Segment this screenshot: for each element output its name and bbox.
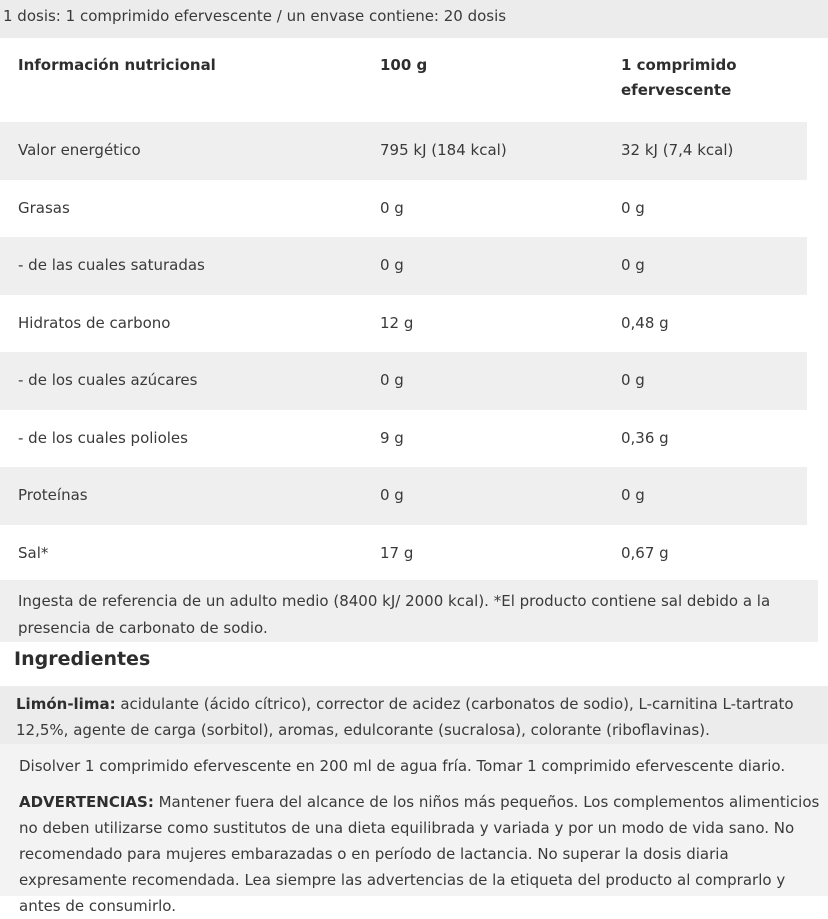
warnings-text <box>19 789 828 919</box>
nutrient-name: - de los cuales azúcares <box>18 371 198 389</box>
table-row <box>0 180 807 238</box>
ingredients-flavor-label: Limón-lima: <box>16 695 116 713</box>
table-row <box>0 122 807 180</box>
ingredients-text <box>16 691 828 743</box>
table-row <box>0 237 807 295</box>
value-per-100g: 0 g <box>380 371 404 389</box>
ingredients-box <box>0 686 828 744</box>
value-per-100g: 0 g <box>380 486 404 504</box>
nutrient-name: Grasas <box>18 198 70 217</box>
value-per-100g: 17 g <box>380 543 414 562</box>
nutrient-name: Hidratos de carbono <box>18 313 171 332</box>
reference-intake-note: Ingesta de referencia de un adulto medio (8400 kJ/ 2000 kcal). *El producto contiene sal debido a la presencia de carbonato de sodio. <box>18 592 771 637</box>
nutrient-name: Valor energético <box>18 141 141 159</box>
value-per-100g: 0 g <box>380 198 404 217</box>
nutrient-name: - de las cuales saturadas <box>18 256 205 274</box>
serving-size-text: 1 dosis: 1 comprimido efervescente / un envase contiene: 20 dosis <box>0 0 828 38</box>
value-per-tablet: 0 g <box>621 371 645 389</box>
value-per-tablet: 0 g <box>621 198 645 217</box>
table-row <box>0 295 807 353</box>
nutrient-name: - de los cuales polioles <box>18 428 188 447</box>
value-per-tablet: 0 g <box>621 256 645 274</box>
header-per-100g: 100 g <box>380 56 428 74</box>
nutrition-table <box>0 38 807 582</box>
value-per-100g: 0 g <box>380 256 404 274</box>
value-per-tablet: 32 kJ (7,4 kcal) <box>621 141 734 159</box>
nutrient-name: Sal* <box>18 543 49 562</box>
warnings-body: Mantener fuera del alcance de los niños más pequeños. Los complementos alimenticios no deben utilizarse como sustitutos de una dieta equilibrada y variada y por un modo de vida sano. No recomendado para mujeres embarazadas o en período de lactancia. No superar la dosis diaria expresamente recomendada. Lea siempre las advertencias de la etiqueta del producto al comprarlo y antes de consumirlo. <box>19 793 820 915</box>
warnings-label: ADVERTENCIAS: <box>19 793 154 811</box>
value-per-100g: 12 g <box>380 313 414 332</box>
value-per-tablet: 0,36 g <box>621 428 669 447</box>
table-row <box>0 410 807 468</box>
table-row <box>0 467 807 525</box>
value-per-100g: 9 g <box>380 428 404 447</box>
directions-text: Disolver 1 comprimido efervescente en 200 ml de agua fría. Tomar 1 comprimido efervescente diario. <box>19 757 786 775</box>
nutrient-name: Proteínas <box>18 486 88 504</box>
ingredients-heading: Ingredientes <box>14 648 151 670</box>
header-per-tablet: 1 comprimido efervescente <box>621 56 737 99</box>
usage-box <box>0 744 828 915</box>
reference-intake-note-box <box>0 580 818 642</box>
value-per-100g: 795 kJ (184 kcal) <box>380 141 507 159</box>
header-nutrition-info: Información nutricional <box>18 56 216 74</box>
table-row <box>0 525 807 583</box>
value-per-tablet: 0,67 g <box>621 543 669 562</box>
value-per-tablet: 0,48 g <box>621 313 669 332</box>
table-row <box>0 352 807 410</box>
table-header-row <box>0 38 807 122</box>
ingredients-list: acidulante (ácido cítrico), corrector de acidez (carbonatos de sodio), L-carnitina L-tartrato 12,5%, agente de carga (sorbitol), aromas, edulcorante (sucralosa), colorante (riboflavinas). <box>16 695 794 739</box>
value-per-tablet: 0 g <box>621 486 645 504</box>
